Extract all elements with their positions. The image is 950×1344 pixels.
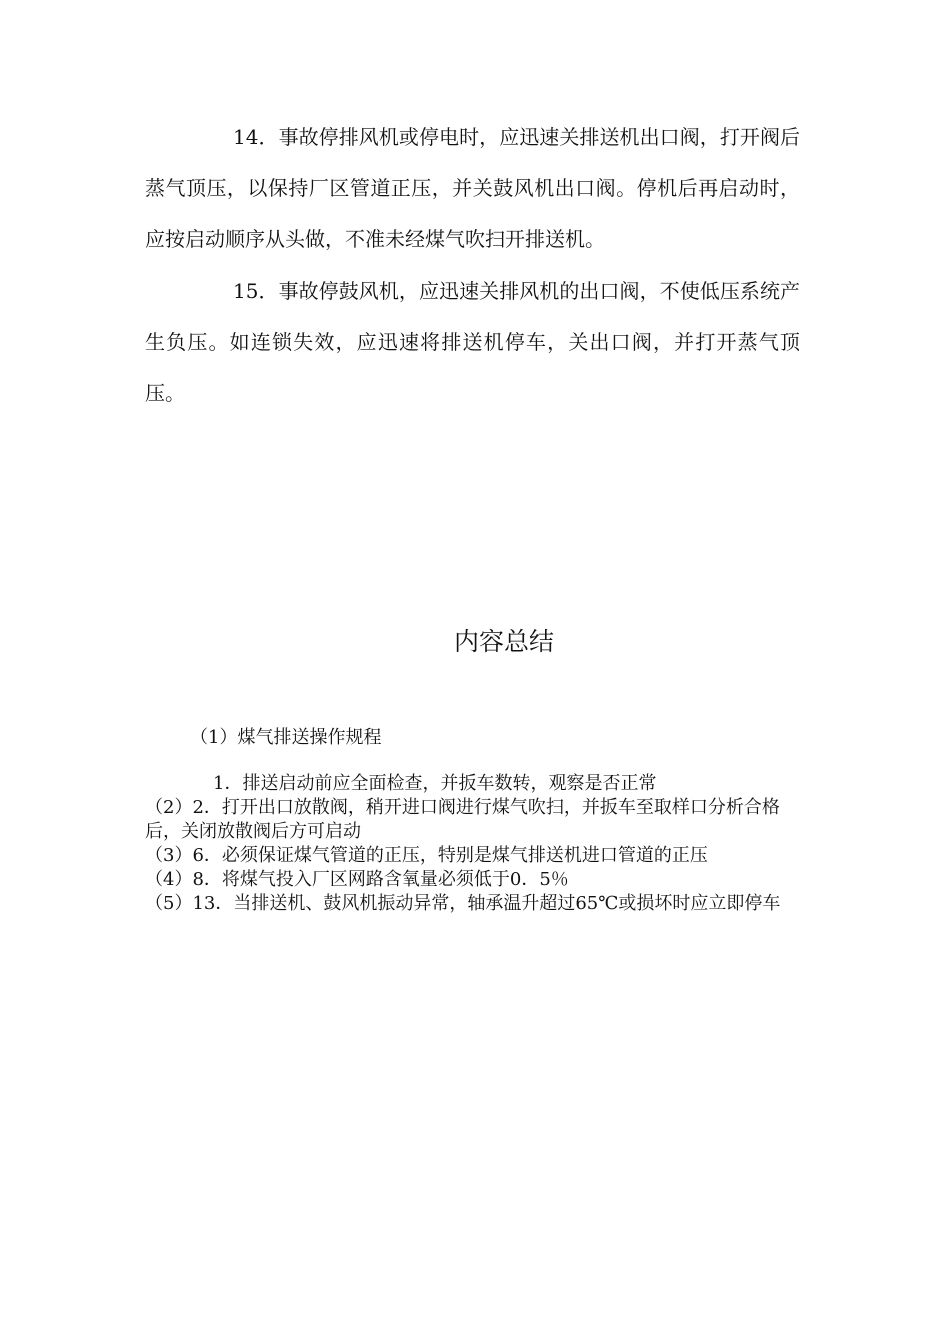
summary-item: （2）2．打开出口放散阀，稍开进口阀进行煤气吹扫，并扳车至取样口分析合格后，关闭放散阀后方可启动 bbox=[145, 797, 780, 842]
paragraph-text: 15．事故停鼓风机，应迅速关排风机的出口阀，不使低压系统产生负压。如连锁失效，应迅速将排送机停车，关出口阀，并打开蒸气顶压。 bbox=[145, 279, 800, 405]
summary-item: 1．排送启动前应全面检查，并扳车数转，观察是否正常 bbox=[213, 773, 657, 794]
summary-subtitle: （1）煤气排送操作规程 bbox=[190, 727, 382, 748]
summary-title: 内容总结 bbox=[453, 627, 554, 656]
summary-item: （4）8．将煤气投入厂区网路含氧量必须低于0．5％ bbox=[145, 869, 569, 890]
summary-item: （5）13．当排送机、鼓风机振动异常，轴承温升超过65℃或损坏时应立即停车 bbox=[145, 893, 781, 914]
paragraph-item-15 bbox=[145, 266, 800, 419]
paragraph-text: 14．事故停排风机或停电时，应迅速关排送机出口阀，打开阀后蒸气顶压，以保持厂区管道正压，并关鼓风机出口阀。停机后再启动时，应按启动顺序从头做，不准未经煤气吹扫开排送机。 bbox=[145, 125, 800, 251]
summary-item: （3）6．必须保证煤气管道的正压，特别是煤气排送机进口管道的正压 bbox=[145, 845, 708, 866]
paragraph-item-14 bbox=[145, 112, 800, 265]
summary-list bbox=[145, 772, 810, 916]
